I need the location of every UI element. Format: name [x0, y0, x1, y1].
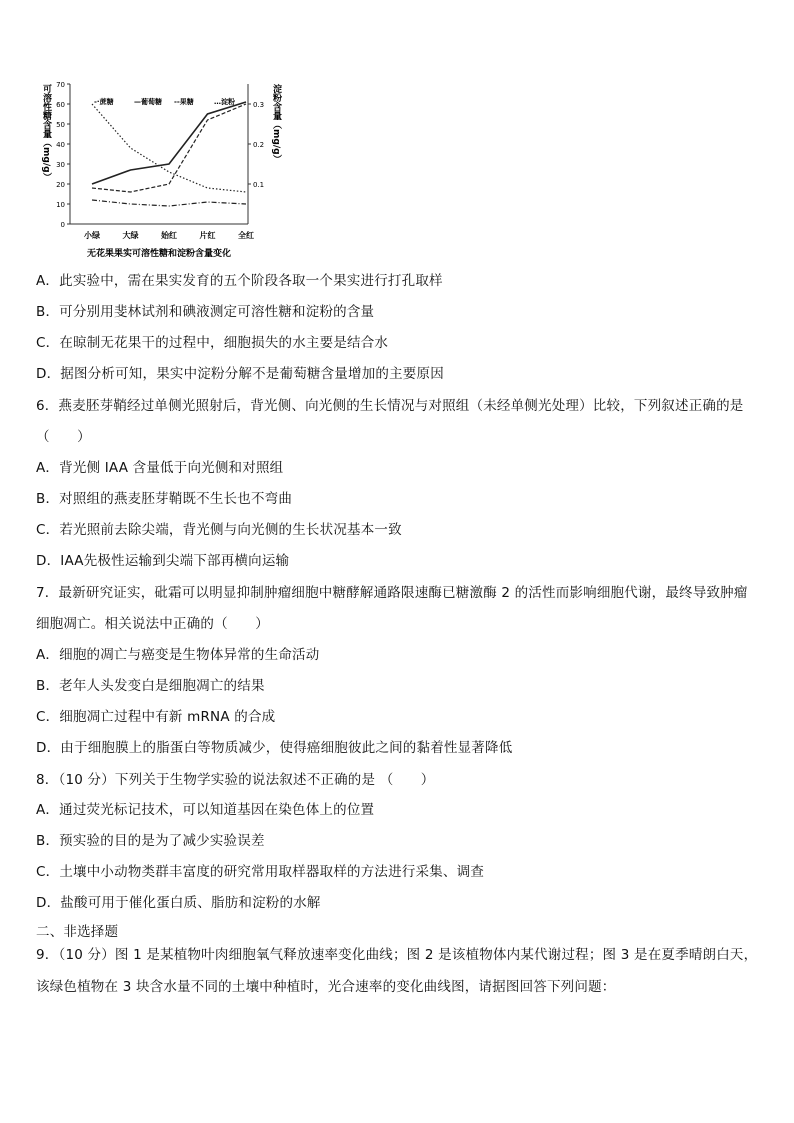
text-line: 7．最新研究证实，砒霜可以明显抑制肿瘤细胞中糖酵解通路限速酶已糖激酶 2 的活性而影响细胞代谢，最终导致肿瘤 — [36, 585, 748, 601]
right-axis-title — [271, 83, 283, 164]
left-ticks — [56, 81, 70, 229]
text-line: D．IAA先极性运输到尖端下部再横向运输 — [36, 553, 290, 569]
left-axis-label: 可溶性糖含量（mg/g） — [41, 84, 51, 182]
left-axis-title — [41, 83, 53, 182]
text-line: 该绿色植物在 3 块含水量不同的土壤中种植时，光合速率的变化曲线图，请据图回答下列问题： — [36, 979, 616, 995]
text-line: C．在晾制无花果干的过程中，细胞损失的水主要是结合水 — [36, 335, 389, 351]
text-line: A．背光侧 IAA 含量低于向光侧和对照组 — [36, 460, 284, 476]
right-ticks — [248, 101, 264, 189]
text-line: D．据图分析可知，果实中淀粉分解不是葡萄糖含量增加的主要原因 — [36, 366, 444, 382]
left-tick-label: 40 — [56, 141, 65, 149]
text-line: 细胞凋亡。相关说法中正确的（ ） — [36, 616, 269, 632]
sugar-starch-chart — [36, 76, 286, 262]
left-tick-label: 10 — [56, 201, 65, 209]
text-line: B．对照组的燕麦胚芽鞘既不生长也不弯曲 — [36, 491, 293, 507]
x-tick-label: 片红 — [199, 231, 216, 240]
right-tick-label: 0.1 — [253, 181, 265, 189]
x-tick-label: 大绿 — [122, 231, 139, 240]
x-ticks — [84, 230, 254, 240]
text-line: 6．燕麦胚芽鞘经过单侧光照射后，背光侧、向光侧的生长情况与对照组（未经单侧光处理）比较，下列叙述正确的是 — [36, 398, 744, 414]
text-line: 二、非选择题 — [36, 924, 119, 940]
x-tick-label: 始红 — [161, 231, 177, 240]
text-line: （ ） — [36, 429, 91, 445]
text-line: A．细胞的凋亡与癌变是生物体异常的生命活动 — [36, 647, 320, 663]
text-line: B．老年人头发变白是细胞凋亡的结果 — [36, 678, 265, 694]
chart-caption: 无花果果实可溶性糖和淀粉含量变化 — [86, 249, 232, 259]
text-line: D．盐酸可用于催化蛋白质、脂肪和淀粉的水解 — [36, 895, 321, 911]
text-line: A．此实验中，需在果实发育的五个阶段各取一个果实进行打孔取样 — [36, 273, 443, 289]
legend-entry: —葡萄糖 — [134, 98, 162, 106]
text-line: B．可分别用斐林试剂和碘液测定可溶性糖和淀粉的含量 — [36, 304, 375, 320]
text-line: 8．（10 分）下列关于生物学实验的说法叙述不正确的是 （ ） — [36, 772, 435, 788]
left-tick-label: 30 — [56, 161, 65, 169]
x-tick-label: 小绿 — [84, 231, 100, 240]
text-line: C．土壤中小动物类群丰富度的研究常用取样器取样的方法进行采集、调查 — [36, 864, 485, 880]
right-tick-label: 0.2 — [253, 141, 265, 149]
left-tick-label: 50 — [56, 121, 65, 129]
series-group — [92, 102, 246, 206]
text-line: C．细胞凋亡过程中有新 mRNA 的合成 — [36, 709, 276, 725]
series-line-淀粉 — [92, 104, 246, 192]
left-tick-label: 60 — [56, 101, 65, 109]
right-axis-label: 淀粉含量（mg/g） — [271, 84, 281, 164]
text-line: C．若光照前去除尖端，背光侧与向光侧的生长状况基本一致 — [36, 522, 402, 538]
legend-entry: --果糖 — [174, 98, 194, 106]
x-tick-label: 全红 — [238, 231, 254, 240]
legend — [94, 97, 235, 106]
legend-entry: -·蔗糖 — [94, 98, 114, 106]
series-line-蔗糖 — [92, 200, 246, 206]
text-line: A．通过荧光标记技术，可以知道基因在染色体上的位置 — [36, 802, 375, 818]
left-tick-label: 20 — [56, 181, 65, 189]
text-line: B．预实验的目的是为了减少实验误差 — [36, 833, 265, 849]
series-line-葡萄糖 — [92, 102, 246, 184]
series-line-果糖 — [92, 104, 246, 192]
legend-entry: …淀粉 — [214, 98, 235, 106]
left-tick-label: 70 — [56, 81, 65, 89]
right-tick-label: 0.3 — [253, 101, 265, 109]
text-line: 9．（10 分）图 1 是某植物叶肉细胞氧气释放速率变化曲线；图 2 是该植物体内某代谢过程；图 3 是在夏季晴朗白天， — [36, 947, 758, 963]
left-tick-label: 0 — [60, 221, 65, 229]
text-line: D．由于细胞膜上的脂蛋白等物质减少，使得癌细胞彼此之间的黏着性显著降低 — [36, 740, 513, 756]
